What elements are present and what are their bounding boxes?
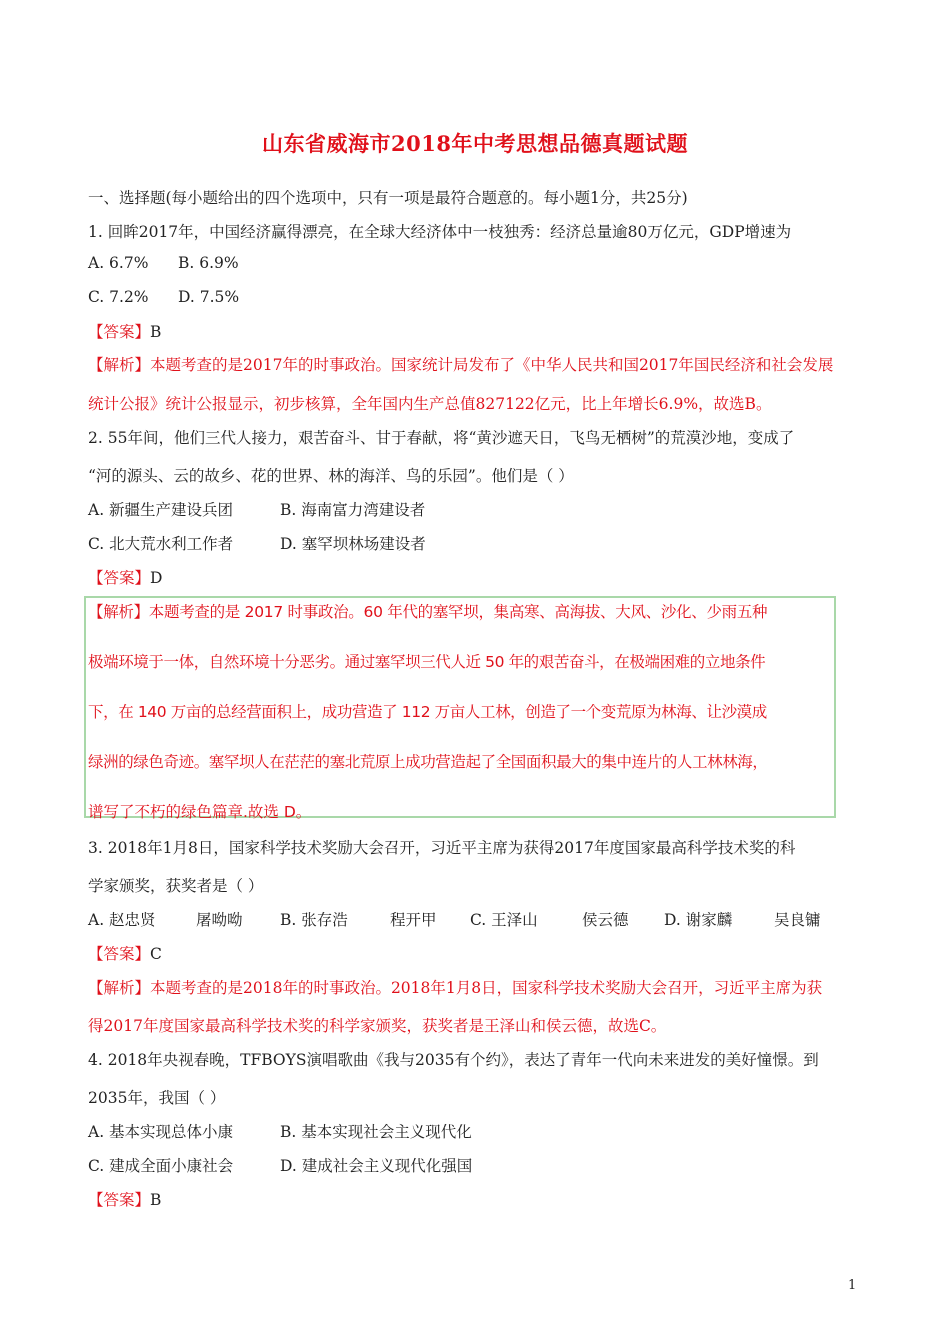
q1-stem: 1. 回眸2017年，中国经济赢得漂亮，在全球大经济体中一枝独秀：经济总量逾80万亿元，GDP增速为 xyxy=(88,223,792,241)
q2-answer: 【答案】D xyxy=(88,569,163,587)
q1-option-b: B. 6.9% xyxy=(178,254,239,272)
q2-analysis-line: 极端环境于一体，自然环境十分恶劣。通过塞罕坝三代人近 50 年的艰苦奋斗，在极端困难的立地条件 xyxy=(88,653,766,671)
q2-option-a: A. 新疆生产建设兵团 xyxy=(88,501,234,519)
q4-option-a: A. 基本实现总体小康 xyxy=(88,1123,234,1141)
q3-option-a-second: 屠呦呦 xyxy=(196,911,243,929)
q2-analysis-line: 谱写了不朽的绿色篇章.故选 D。 xyxy=(88,803,312,821)
q1-option-a: A. 6.7% xyxy=(88,254,149,272)
page-title: 山东省威海市2018年中考思想品德真题试题 xyxy=(262,131,688,156)
q4-answer: 【答案】B xyxy=(88,1191,162,1209)
q3-option-d-second: 吴良镛 xyxy=(774,911,821,929)
q1-answer: 【答案】B xyxy=(88,323,162,341)
q2-stem-line: “河的源头、云的故乡、花的世界、林的海洋、鸟的乐园”。他们是（ ） xyxy=(88,467,574,485)
q1-analysis-line: 【解析】本题考查的是2017年的时事政治。国家统计局发布了《中华人民共和国2017年国民经济和社会发展 xyxy=(88,356,834,374)
section-heading: 一、选择题(每小题给出的四个选项中，只有一项是最符合题意的。每小题1分，共25分) xyxy=(88,189,688,207)
page-number: 1 xyxy=(848,1278,857,1293)
q2-analysis-line: 绿洲的绿色奇迹。塞罕坝人在茫茫的塞北荒原上成功营造起了全国面积最大的集中连片的人工林林海， xyxy=(88,753,768,771)
q3-option-c: C. 王泽山 xyxy=(470,911,538,929)
q4-option-c: C. 建成全面小康社会 xyxy=(88,1157,234,1175)
q2-option-c: C. 北大荒水利工作者 xyxy=(88,535,234,553)
q1-option-c: C. 7.2% xyxy=(88,288,149,306)
q3-option-d: D. 谢家麟 xyxy=(664,911,733,929)
q1-option-d: D. 7.5% xyxy=(178,288,240,306)
q1-analysis-line: 统计公报》统计公报显示，初步核算，全年国内生产总值827122亿元，比上年增长6.9%，故选B。 xyxy=(88,395,772,413)
q3-option-a: A. 赵忠贤 xyxy=(88,911,156,929)
q3-option-c-second: 侯云德 xyxy=(582,911,629,929)
q4-stem-line: 2035年，我国（ ） xyxy=(88,1089,226,1107)
q3-stem-line: 学家颁奖，获奖者是（ ） xyxy=(88,877,264,895)
q3-stem-line: 3. 2018年1月8日，国家科学技术奖励大会召开，习近平主席为获得2017年度国家最高科学技术奖的科 xyxy=(88,839,796,857)
q2-stem-line: 2. 55年间，他们三代人接力，艰苦奋斗、甘于春献，将“黄沙遮天日，飞鸟无栖树”的荒漠沙地，变成了 xyxy=(88,429,795,447)
q4-stem-line: 4. 2018年央视春晚，TFBOYS演唱歌曲《我与2035有个约》，表达了青年一代向未来进发的美好憧憬。到 xyxy=(88,1051,819,1069)
q3-analysis-line: 【解析】本题考查的是2018年的时事政治。2018年1月8日，国家科学技术奖励大会召开，习近平主席为获 xyxy=(88,979,823,997)
q2-analysis-line: 下，在 140 万亩的总经营面积上，成功营造了 112 万亩人工林，创造了一个变荒原为林海、让沙漠成 xyxy=(88,703,767,721)
q3-option-b: B. 张存浩 xyxy=(280,911,348,929)
q4-option-b: B. 基本实现社会主义现代化 xyxy=(280,1123,472,1141)
q4-option-d: D. 建成社会主义现代化强国 xyxy=(280,1157,473,1175)
q2-option-d: D. 塞罕坝林场建设者 xyxy=(280,535,426,553)
q2-analysis-line: 【解析】本题考查的是 2017 时事政治。60 年代的塞罕坝，集高寒、高海拔、大风、沙化、少雨五种 xyxy=(88,603,768,621)
q3-option-b-second: 程开甲 xyxy=(390,911,437,929)
q3-answer: 【答案】C xyxy=(88,945,162,963)
q2-option-b: B. 海南富力湾建设者 xyxy=(280,501,426,519)
q3-analysis-line: 得2017年度国家最高科学技术奖的科学家颁奖，获奖者是王泽山和侯云德，故选C。 xyxy=(88,1017,667,1035)
